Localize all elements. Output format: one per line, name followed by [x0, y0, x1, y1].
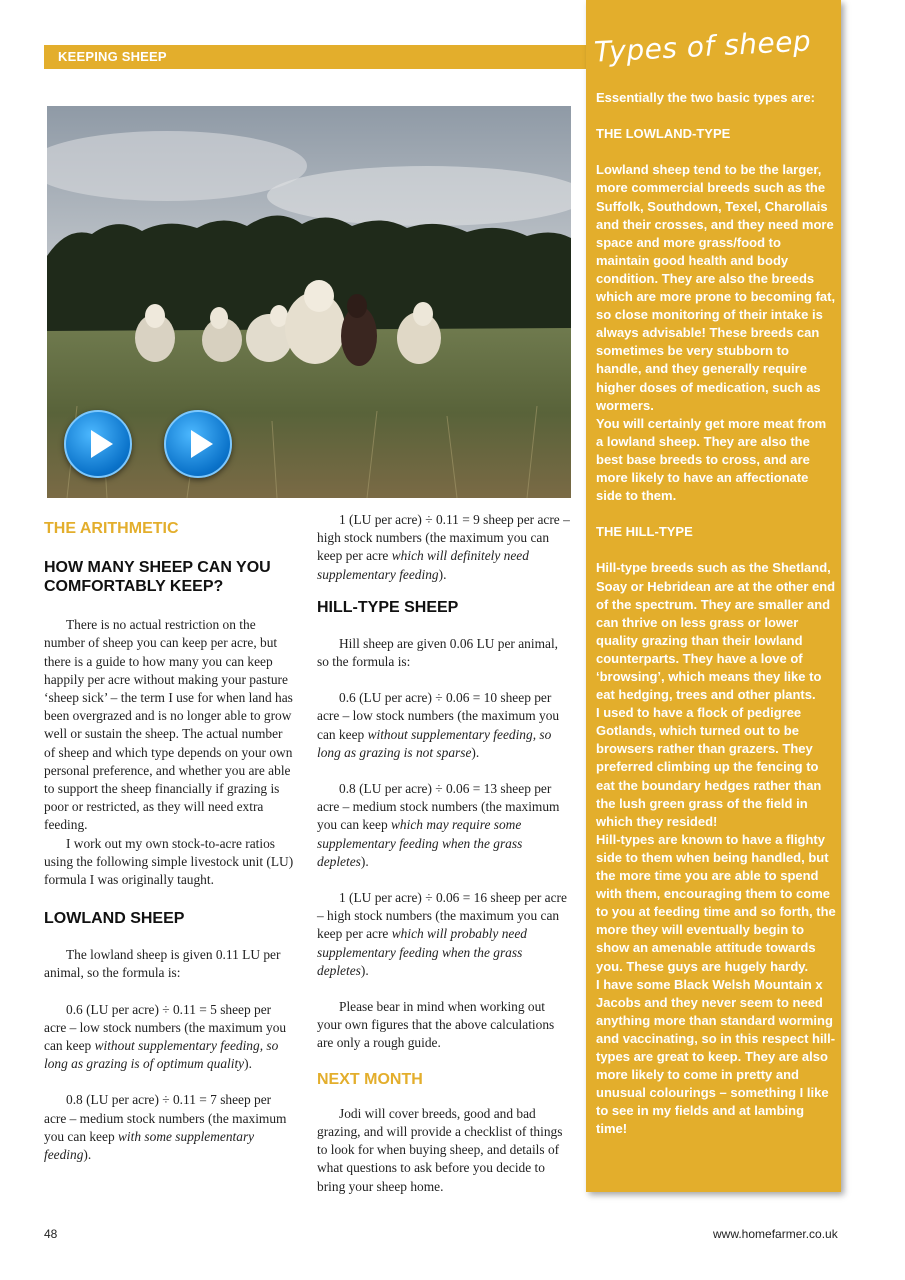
sidebar-hill-heading: THE HILL-TYPE	[596, 524, 693, 540]
play-icon	[91, 430, 113, 458]
play-icon	[191, 430, 213, 458]
section-header-bar	[44, 45, 644, 69]
sidebar-hill-text-2: I used to have a flock of pedigree Gotlands, which turned out to be browsers rather than grazers. They preferred climbing up the fencing to eat the boundary hedges rather than the lush green grass of the field in which they resided!	[596, 705, 822, 829]
hill-formula-1: 0.6 (LU per acre) ÷ 0.06 = 10 sheep per acre – low stock numbers (the maximum you can keep without supplementary feeding, so long as grazing is not sparse).	[317, 690, 560, 760]
next-month-paragraph: Jodi will cover breeds, good and bad grazing, and will provide a checklist of things to look for when buying sheep, and details of what questions to ask before you decide to bring your sheep home.	[317, 1105, 563, 1194]
sidebar-hill-text-4: I have some Black Welsh Mountain x Jacobs and they never seem to need anything more than standard worming and vaccinating, so in this respect hill-types are great to keep. They are also more likely to come in pretty and unusual colourings – something I like to see in my fields and at lambing time!	[596, 976, 836, 1137]
play-video-button-1[interactable]	[64, 410, 132, 478]
sidebar-lowland-text: Lowland sheep tend to be the larger, more commercial breeds such as the Suffolk, Southdown, Texel, Charollais and their crosses, and they need more space and more grass/food to maintain good health and body condition. They are also the breeds which are more prone to becoming fat, so close monitoring of their intake is always advisable! These breeds can sometimes be very stubborn to handle, and they generally require higher doses of medication, such as wormers.	[596, 162, 836, 413]
hill-intro: Hill sheep are given 0.06 LU per animal, so the formula is:	[317, 635, 559, 670]
types-of-sheep-sidebar	[586, 0, 841, 1192]
left-column	[44, 520, 296, 1164]
sidebar-title: Types of sheep	[593, 24, 812, 69]
sidebar-lowland-text-2: You will certainly get more meat from a lowland sheep. They are also the best base breeds to cross, and are more likely to have an affectionate side to them.	[596, 415, 827, 504]
section-label: KEEPING SHEEP	[58, 49, 167, 64]
lowland-heading: LOWLAND SHEEP	[44, 910, 185, 928]
lowland-intro: The lowland sheep is given 0.11 LU per animal, so the formula is:	[44, 947, 281, 981]
lowland-formula-3: 1 (LU per acre) ÷ 0.11 = 9 sheep per acre – high stock numbers (the maximum you can keep per acre which will definitely need supplementary feeding).	[317, 512, 570, 582]
sidebar-lowland-heading: THE LOWLAND-TYPE	[596, 126, 731, 142]
lowland-formula-1: 0.6 (LU per acre) ÷ 0.11 = 5 sheep per acre – low stock numbers (the maximum you can keep without supplementary feeding, so long as grazing is of optimum quality).	[44, 1001, 287, 1072]
page-number: 48	[44, 1227, 58, 1241]
lowland-formula-2: 0.8 (LU per acre) ÷ 0.11 = 7 sheep per acre – medium stock numbers (the maximum you can keep with some supplementary feeding).	[44, 1092, 287, 1163]
sidebar-intro: Essentially the two basic types are:	[596, 90, 815, 105]
intro-paragraph-2: I work out my own stock-to-acre ratios using the following simple livestock unit (LU) formula I was originally taught.	[44, 835, 294, 888]
sidebar-body	[596, 89, 836, 1138]
sheep-photo	[47, 106, 571, 498]
next-month-heading: NEXT MONTH	[317, 1070, 423, 1088]
website-link[interactable]: www.homefarmer.co.uk	[713, 1227, 838, 1241]
hill-formula-2: 0.8 (LU per acre) ÷ 0.06 = 13 sheep per acre – medium stock numbers (the maximum you can keep which may require some supplementary feeding when the grass depletes).	[317, 781, 560, 869]
reminder-paragraph: Please bear in mind when working out your own figures that the above calculations are only a rough guide.	[317, 999, 555, 1051]
hill-formula-3: 1 (LU per acre) ÷ 0.06 = 16 sheep per acre – high stock numbers (the maximum you can keep per acre which will probably need supplementary feeding when the grass depletes).	[317, 890, 567, 978]
play-video-button-2[interactable]	[164, 410, 232, 478]
hill-heading: HILL-TYPE SHEEP	[317, 598, 459, 616]
intro-paragraph-1: There is no actual restriction on the number of sheep you can keep per acre, but there is a guide to how many you can keep happily per acre without making your pasture ‘sheep sick’ – the term I use for when land has been overgrazed and is no longer able to grow well or sustain the sheep. The actual number of sheep and which type depends on your own personal preference, and whether you are able to support the sheep financially if grazing is poor or restricted, as they will need extra feeding.	[44, 617, 293, 833]
middle-column	[317, 511, 571, 1196]
question-heading: HOW MANY SHEEP CAN YOU COMFORTABLY KEEP?	[44, 559, 271, 596]
arithmetic-heading: THE ARITHMETIC	[44, 520, 179, 537]
sidebar-hill-text-3: Hill-types are known to have a flighty side to them when being handled, but the more time you are able to spend with them, encouraging them to come to you at feeding time and so forth, the more they will eventually begin to show an amenable attitude towards you. These guys are hugely hardy.	[596, 831, 836, 974]
sidebar-hill-text: Hill-type breeds such as the Shetland, Soay or Hebridean are at the other end of the spectrum. They are smaller and can thrive on less grass or lower quality grazing than their lowland counterparts. They have a love of ‘browsing’, which means they like to eat hedging, trees and other plants.	[596, 560, 836, 703]
